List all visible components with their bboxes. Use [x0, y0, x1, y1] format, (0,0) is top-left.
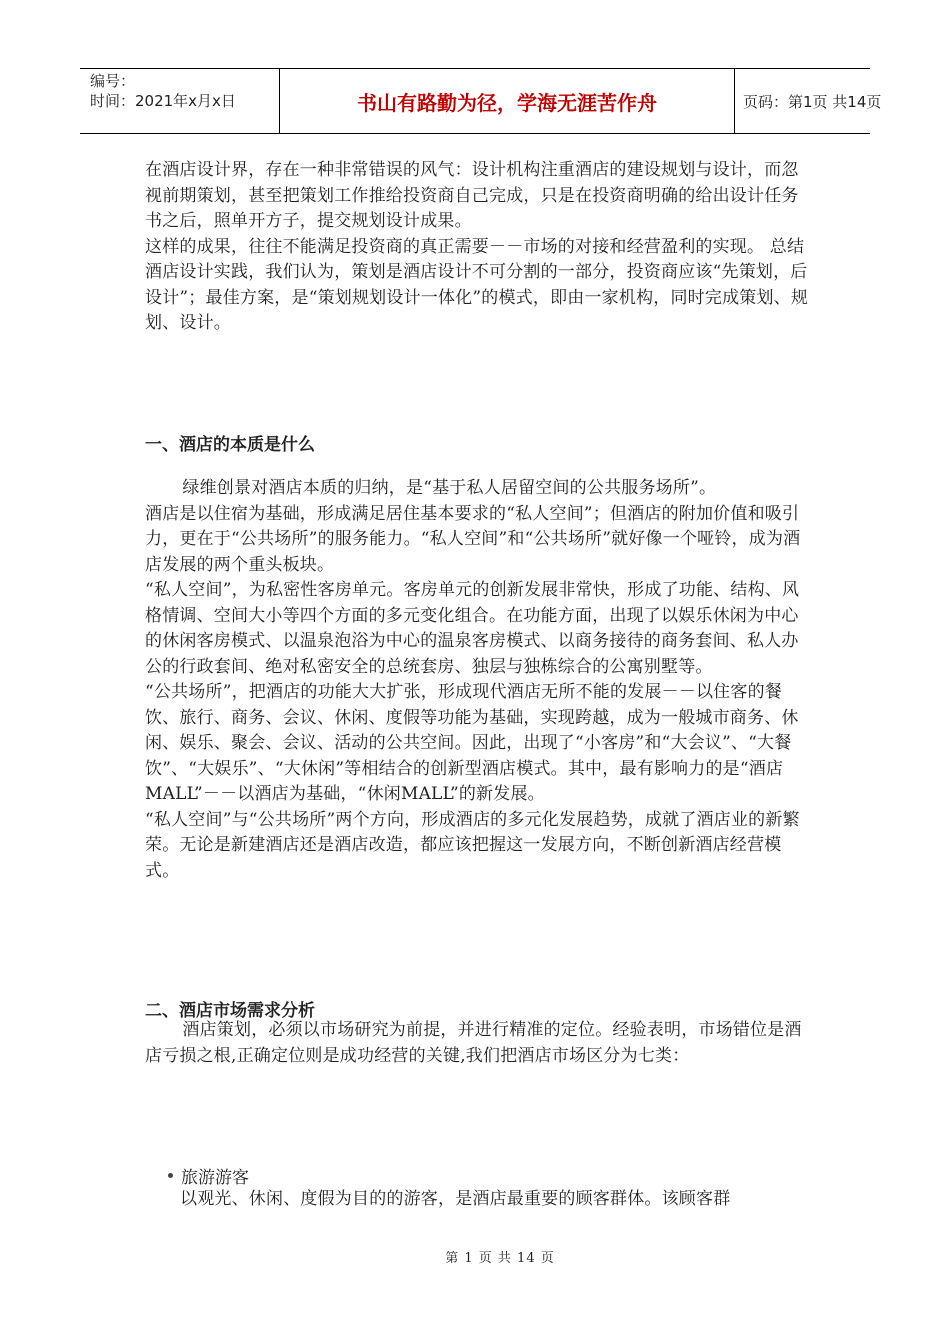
time-line: 时间：2021年x月x日: [90, 92, 236, 110]
header-meta: [80, 69, 280, 133]
section1-paragraph-3: “私人空间”，为私密性客房单元。客房单元的创新发展非常快，形成了功能、结构、风格情调、空间大小等四个方面的多元变化组合。在功能方面，出现了以娱乐休闲为中心的休闲客房模式、以温泉泡浴为中心的温泉客房模式、以商务接待的商务套间、私人办公的行政套间、绝对私密安全的总统套房、独层与独栋综合的公寓别墅等。: [145, 580, 800, 677]
section1-paragraph-2: 酒店是以住宿为基础，形成满足居住基本要求的“私人空间”；但酒店的附加价值和吸引力，更在于“公共场所”的服务能力。“私人空间”和“公共场所”就好像一个哑铃，成为酒店发展的两个重头板块。: [145, 503, 801, 575]
intro-block: [145, 158, 815, 337]
section1-heading: 一、酒店的本质是什么: [145, 435, 315, 455]
section2-heading: 二、酒店市场需求分析: [145, 1001, 315, 1021]
intro-paragraph-2: 这样的成果，往往不能满足投资商的真正需要－－市场的对接和经营盈利的实现。 总结酒店设计实践，我们认为，策划是酒店设计不可分割的一部分，投资商应该“先策划，后设计”；最佳方案，是“策划规划设计一体化”的模式，即由一家机构，同时完成策划、规划、设计。: [145, 236, 809, 333]
page-footer: 第 1 页 共 14 页: [445, 1251, 555, 1266]
section2-paragraph-1: 酒店策划，必须以市场研究为前提，并进行精准的定位。经验表明，市场错位是酒店亏损之根,正确定位则是成功经营的关键,我们把酒店市场区分为七类：: [145, 1020, 802, 1066]
header-motto: 书山有路勤为径，学海无涯苦作舟: [280, 69, 735, 133]
bullet-item-tourists: [168, 1163, 249, 1188]
section2-body: [145, 1018, 815, 1069]
intro-paragraph-1: 在酒店设计界，存在一种非常错误的风气：设计机构注重酒店的建设规划与设计，而忽视前期策划，甚至把策划工作推给投资商自己完成，只是在投资商明确的给出设计任务书之后，照单开方子，提交规划设计成果。: [145, 160, 799, 231]
header-page-info: 页码：第1页 共14页: [743, 92, 882, 111]
document-header: [80, 68, 882, 134]
section1-paragraph-4: “公共场所”，把酒店的功能大大扩张，形成现代酒店无所不能的发展－－以住客的餐饮、旅行、商务、会议、休闲、度假等功能为基础，实现跨越，成为一般城市商务、休闲、娱乐、聚会、会议、活动的公共空间。因此，出现了“小客房”和“大会议”、“大餐饮”、“大娱乐”、“大休闲”等相结合的创新型酒店模式。其中，最有影响力的是“酒店MALL”－－以酒店为基础，“休闲MALL”的新发展。: [145, 682, 799, 804]
bullet-description-text: 以观光、休闲、度假为目的的游客，是酒店最重要的顾客群体。该顾客群: [180, 1189, 731, 1209]
serial-label: 编号：: [90, 72, 136, 90]
bullet-icon: [168, 1173, 173, 1178]
section1-paragraph-1: 绿维创景对酒店本质的归纳，是“基于私人居留空间的公共服务场所”。: [182, 478, 717, 498]
section1-body: [145, 476, 815, 884]
bullet-label: 旅游游客: [181, 1168, 249, 1188]
section1-paragraph-5: “私人空间”与“公共场所”两个方向，形成酒店的多元化发展趋势，成就了酒店业的新繁荣。无论是新建酒店还是酒店改造，都应该把握这一发展方向，不断创新酒店经营模式。: [145, 809, 800, 881]
bullet-description: [180, 1187, 820, 1213]
